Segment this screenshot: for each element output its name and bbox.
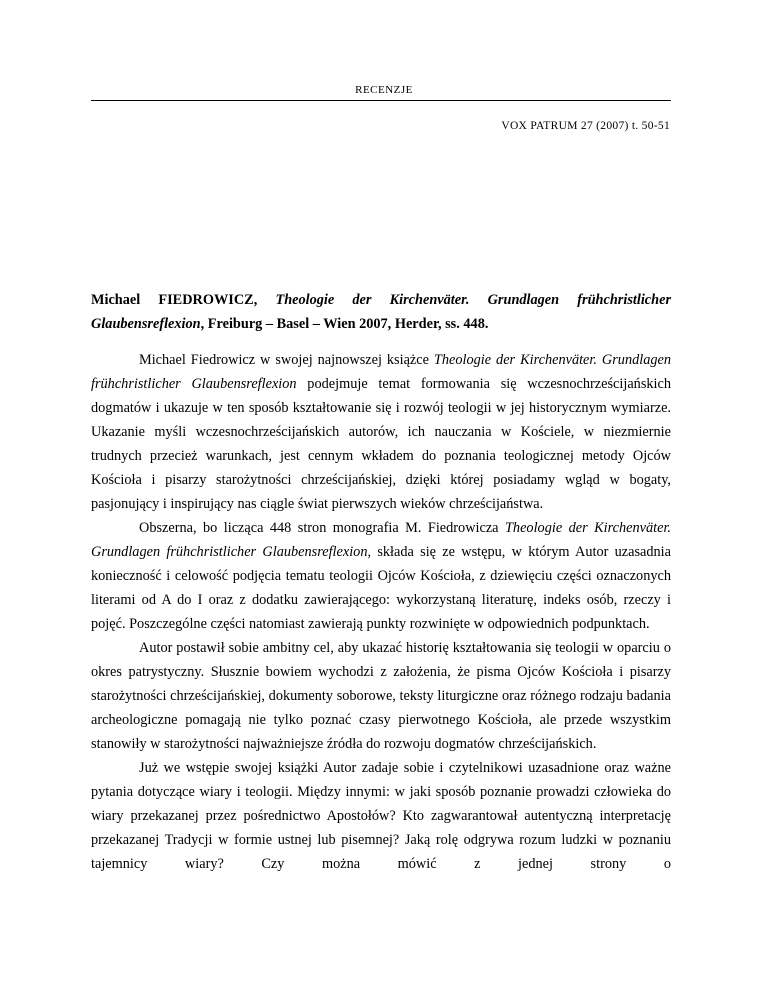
review-body xyxy=(91,348,671,876)
review-title xyxy=(91,288,671,336)
title-book-line-2: Glaubensreflexion xyxy=(91,316,201,332)
book-title-ref: Theologie der Kirchenväter. Grundlagen frühchristlicher Glaubensreflexion xyxy=(91,352,672,392)
title-line-2 xyxy=(91,312,671,336)
paragraph-1: Michael Fiedrowicz w swojej najnowszej książce Theologie der Kirchenväter. Grundlagen frühchristlicher Glaubensreflexion podejmuje temat formowania się wczesnochrześcijańskich dogmatów i ukazuje w ten sposób kształtowanie się i rozwój teologii w jej historycznym wymiarze. Ukazanie myśli wczesnochrześcijańskich autorów, ich nauczania w Kościele, w niezmiernie trudnych przecież warunkach, jest cennym wkładem do poznania teologicznej metody Ojców Kościoła i pisarzy starożytności chrześcijańskiej, dzięki której posiadamy wgląd w bogaty, pasjonujący i inspirujący nas ciągle świat pierwszych wieków chrześcijaństwa. xyxy=(91,352,672,512)
paragraph-4: Już we wstępie swojej książki Autor zadaje sobie i czytelnikowi uzasadnione oraz ważne pytania dotyczące wiary i teologii. Między innymi: w jaki sposób poznanie prowadzi człowieka do wiary przekazanej przez pośrednictwo Apostołów? Kto zagwarantował autentyczną interpretację przekazanej Tradycji w formie ustnej lub pisemnej? Jaką rolę odgrywa rozum ludzki w poznaniu tajemnicy wiary? Czy można mówić z jednej strony o xyxy=(91,760,671,872)
header-rule xyxy=(91,100,671,101)
book-title-ref: Theologie der Kirchenväter. Grundlagen frühchristlicher Glaubensreflexion xyxy=(91,520,672,560)
title-author: Michael FIEDROWICZ, xyxy=(91,292,258,308)
paragraph-2: Obszerna, bo licząca 448 stron monografia M. Fiedrowicza Theologie der Kirchenväter. Grundlagen frühchristlicher Glaubensreflexion, składa się ze wstępu, w którym Autor uzasadnia konieczność i celowość podjęcia tematu teologii Ojców Kościoła, z dziewięciu części oznaczonych literami od A do I oraz z dodatku zawierającego: wykorzystaną literaturę, indeks osób, rzeczy i pojęć. Poszczególne części natomiast zawierają punkty rozwinięte w odpowiednich podpunktach. xyxy=(91,520,672,632)
journal-reference: VOX PATRUM 27 (2007) t. 50-51 xyxy=(501,120,670,132)
section-label: RECENZJE xyxy=(355,84,413,96)
title-line-1 xyxy=(91,288,671,312)
title-book-line-1: Theologie der Kirchenväter. Grundlagen frühchristlicher xyxy=(275,292,672,308)
title-publication: , Freiburg – Basel – Wien 2007, Herder, ss. 448. xyxy=(200,316,489,332)
paragraph-3: Autor postawił sobie ambitny cel, aby ukazać historię kształtowania się teologii w oparciu o okres patrystyczny. Słusznie bowiem wychodzi z założenia, że pisma Ojców Kościoła i pisarzy starożytności chrześcijańskiej, dokumenty soborowe, teksty liturgiczne oraz różnego rodzaju badania archeologiczne pomagają nie tylko poznać czasy pierwotnego Kościoła, ale przede wszystkim stanowiły w starożytności najważniejsze źródła do rozwoju dogmatów chrześcijańskich. xyxy=(91,640,671,752)
